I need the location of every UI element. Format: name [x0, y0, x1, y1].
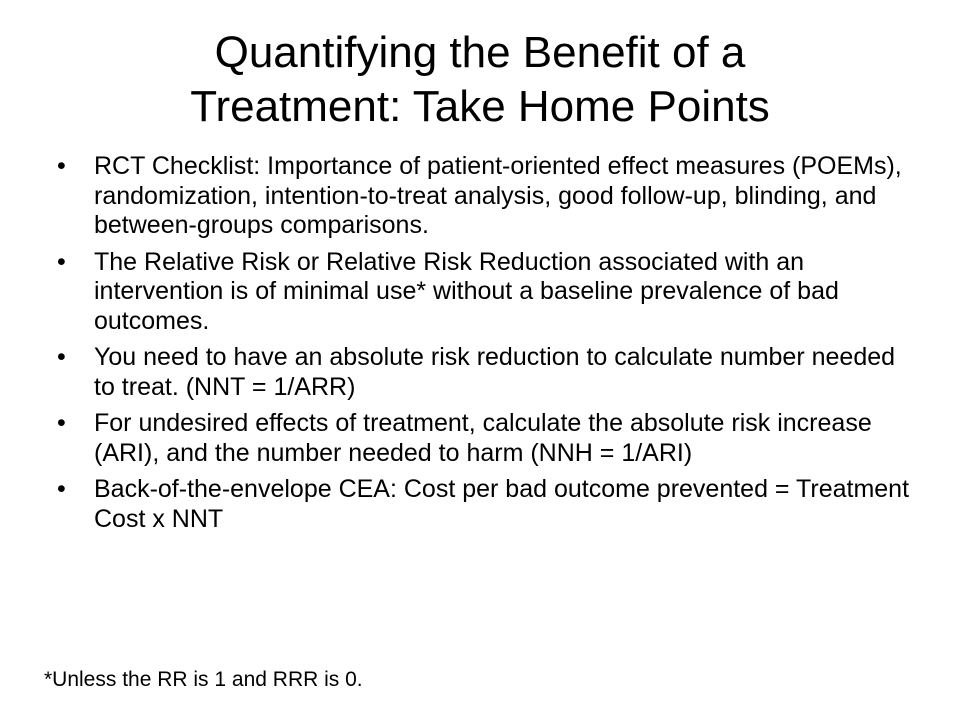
- bullet-item-checklist: [50, 152, 910, 241]
- footnote: *Unless the RR is 1 and RRR is 0.: [44, 668, 363, 691]
- bullet-item-nnt: [50, 343, 910, 402]
- bullet-item-relative-risk: [50, 248, 910, 337]
- bullet-dot-icon: •: [57, 343, 66, 371]
- bullet-text: You need to have an absolute risk reduction to calculate number needed to treat. (NNT = 1/ARR): [94, 343, 896, 401]
- bullet-dot-icon: •: [57, 475, 66, 503]
- slide-title: [60, 26, 900, 134]
- slide-title-line-2: Treatment: Take Home Points: [190, 82, 770, 131]
- bullet-dot-icon: •: [57, 152, 66, 180]
- bullet-text: RCT Checklist: Importance of patient-oriented effect measures (POEMs), randomization, intention-to-treat analysis, good follow-up, blinding, and between-groups comparisons.: [94, 152, 902, 239]
- bullet-dot-icon: •: [57, 247, 66, 276]
- bullet-list: [50, 152, 910, 541]
- bullet-text: For undesired effects of treatment, calculate the absolute risk increase (ARI), and the number needed to harm (NNH = 1/ARI): [94, 409, 872, 467]
- bullet-dot-icon: •: [57, 409, 66, 437]
- bullet-text: The Relative Risk or Relative Risk Reduction associated with an intervention is of minimal use* without a baseline prevalence of bad outcomes.: [94, 247, 839, 335]
- bullet-item-cea: [50, 475, 910, 534]
- bullet-text: Back-of-the-envelope CEA: Cost per bad outcome prevented = Treatment Cost x NNT: [94, 475, 910, 533]
- slide-title-line-1: Quantifying the Benefit of a: [214, 28, 746, 77]
- bullet-item-nnh: [50, 409, 910, 468]
